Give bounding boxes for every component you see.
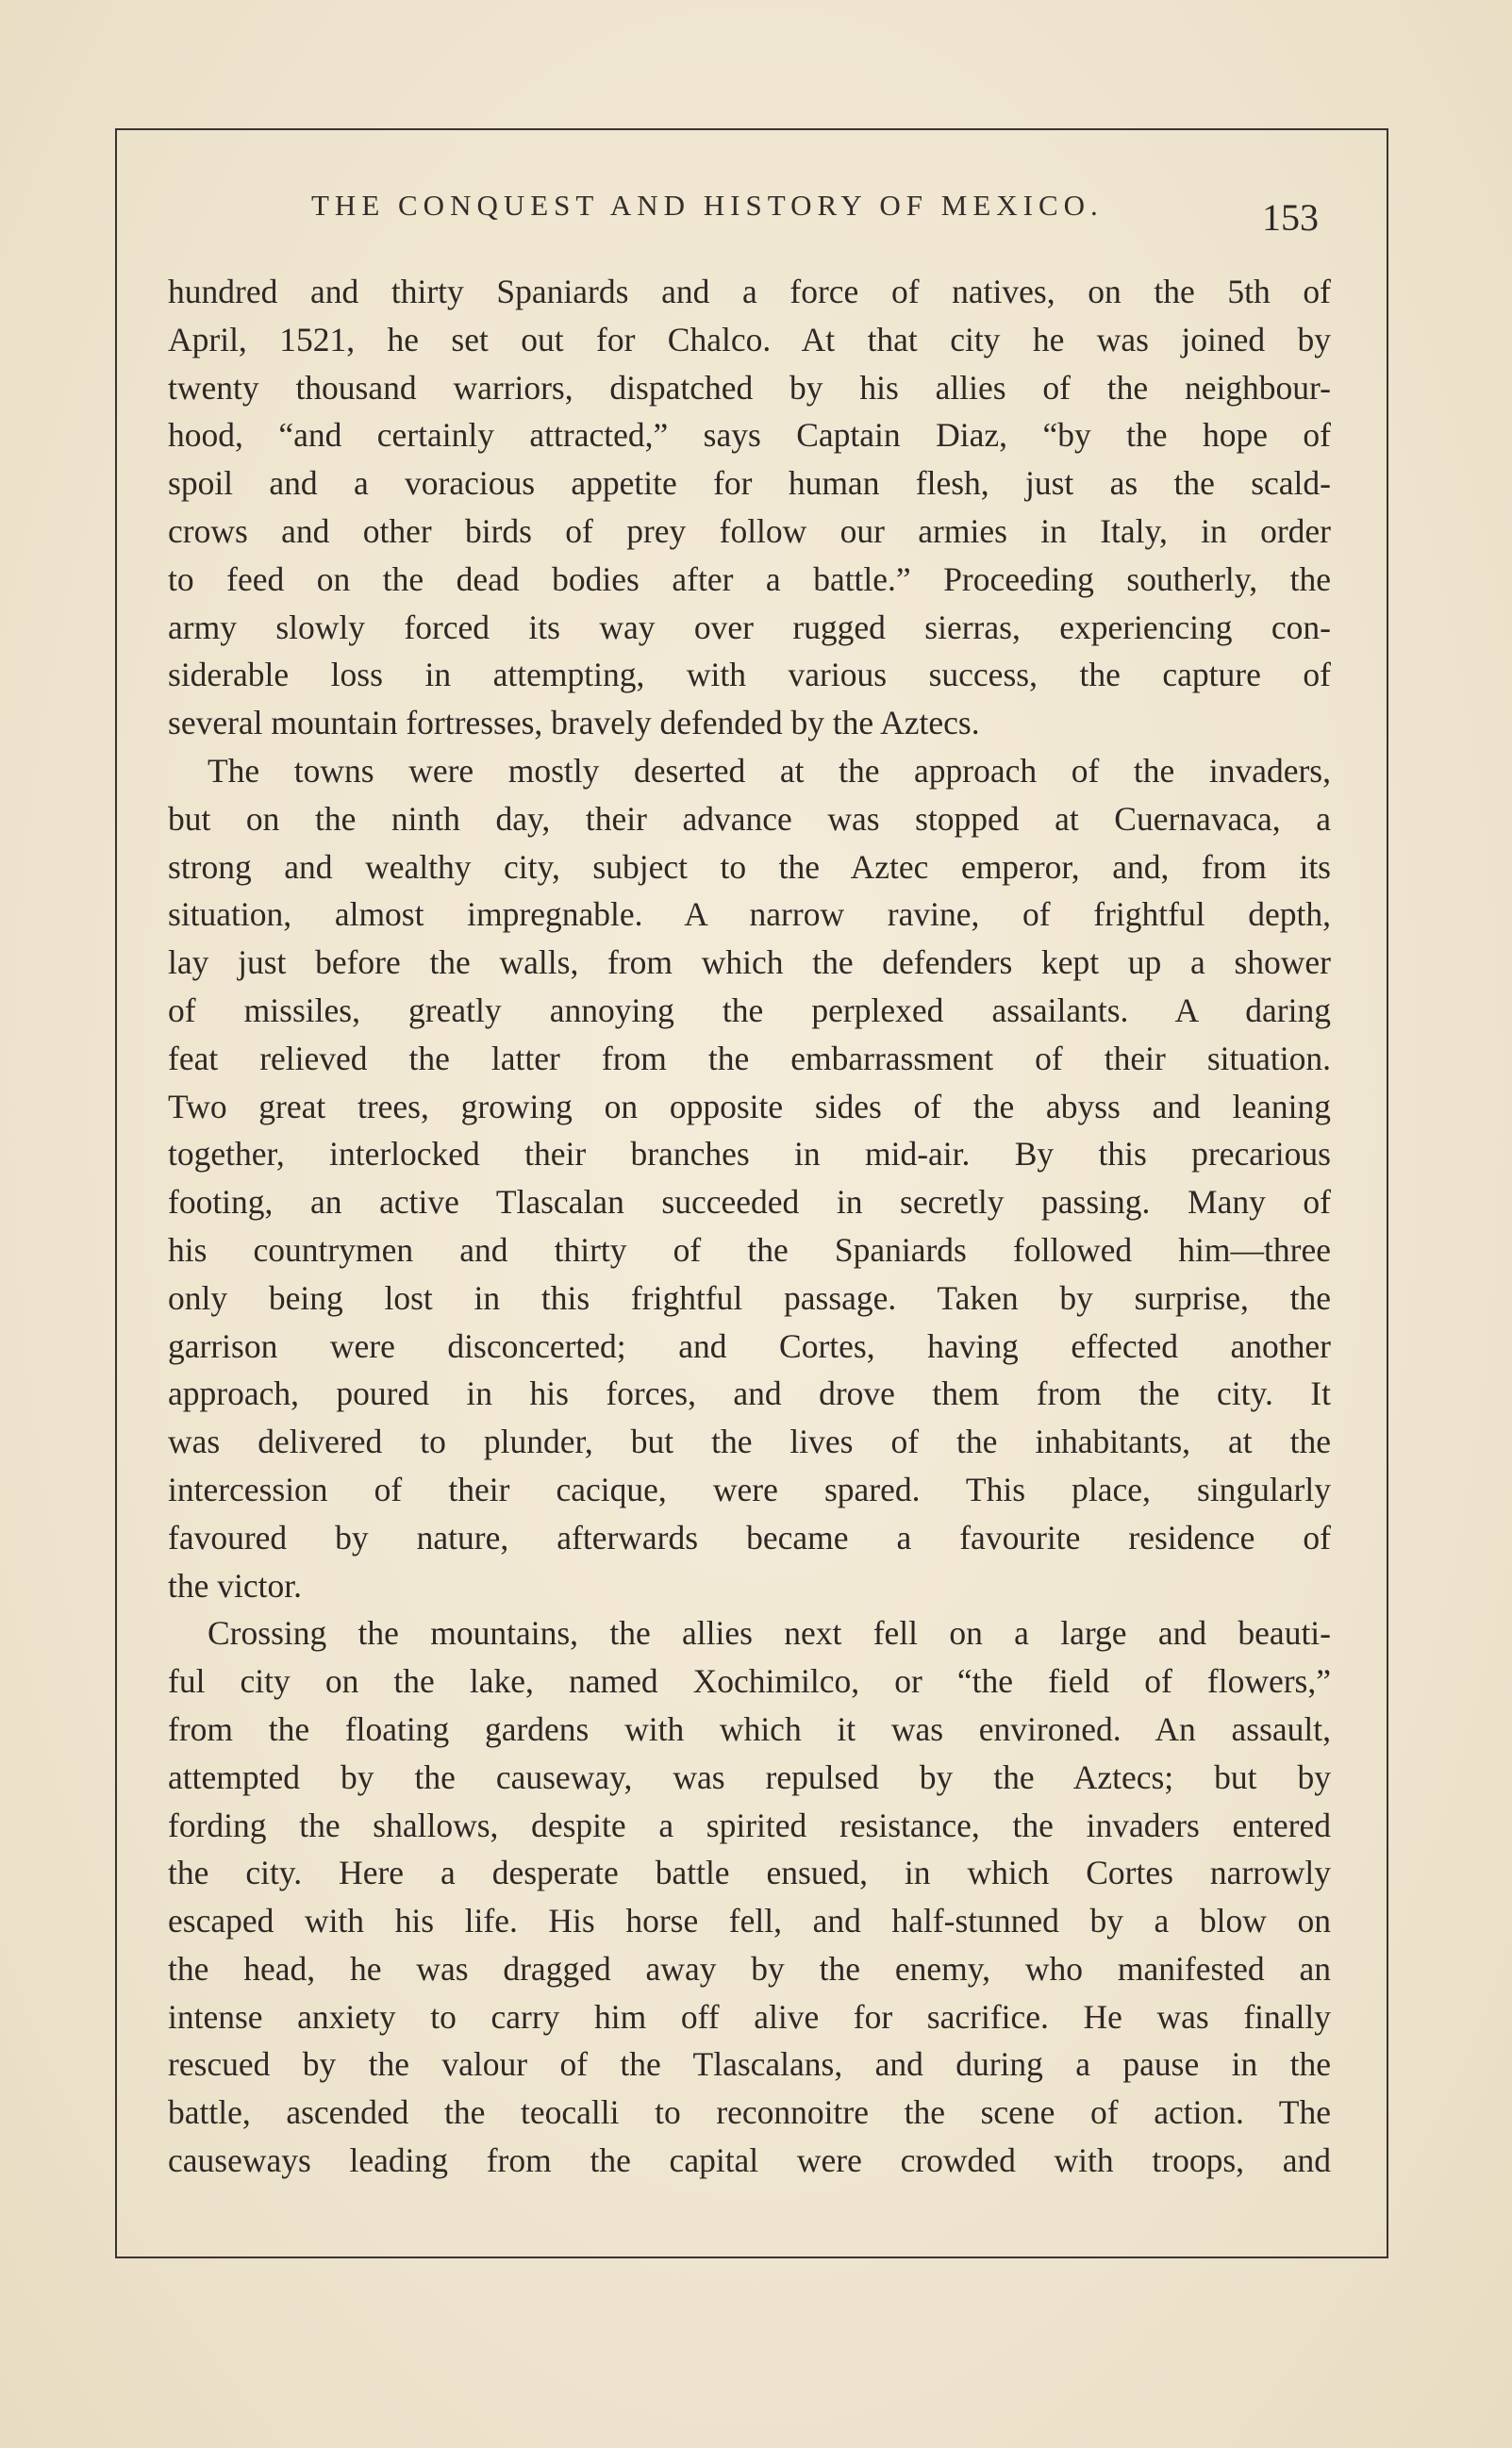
text-line: favoured by nature, afterwards became a favourite residence of [168, 1518, 1331, 1557]
text-line: causeways leading from the capital were crowded with troops, and [168, 2141, 1331, 2180]
text-line: his countrymen and thirty of the Spaniards followed him—three [168, 1230, 1331, 1269]
text-line: attempted by the causeway, was repulsed by the Aztecs; but by [168, 1757, 1331, 1796]
text-line: footing, an active Tlascalan succeeded in secretly passing. Many of [168, 1183, 1331, 1222]
text-line: the city. Here a desperate battle ensued, in which Cortes narrowly [168, 1854, 1331, 1892]
text-line: escaped with his life. His horse fell, and half-stunned by a blow on [168, 1902, 1331, 1940]
text-line: rescued by the valour of the Tlascalans, and during a pause in the [168, 2045, 1331, 2084]
text-line: hundred and thirty Spaniards and a force of natives, on the 5th of [168, 273, 1331, 310]
text-line: together, interlocked their branches in mid-air. By this precarious [168, 1135, 1331, 1174]
text-line: of missiles, greatly annoying the perplexed assailants. A daring [168, 991, 1331, 1029]
text-line: feat relieved the latter from the embarrassment of their situation. [168, 1039, 1331, 1077]
text-line: the head, he was dragged away by the enemy, who manifested an [168, 1949, 1331, 1988]
text-line: spoil and a voracious appetite for human flesh, just as the scald- [168, 464, 1331, 503]
text-line: twenty thousand warriors, dispatched by his allies of the neighbour- [168, 368, 1331, 407]
text-line: fording the shallows, despite a spirited resistance, the invaders entered [168, 1806, 1331, 1844]
body-text [168, 268, 1331, 2185]
text-line: situation, almost impregnable. A narrow ravine, of frightful depth, [168, 895, 1331, 934]
text-line: to feed on the dead bodies after a battle.” Proceeding southerly, the [168, 559, 1331, 598]
text-line: garrison were disconcerted; and Cortes, having effected another [168, 1326, 1331, 1365]
text-line: army slowly forced its way over rugged sierras, experiencing con- [168, 608, 1331, 646]
text-line: several mountain fortresses, bravely defended by the Aztecs. [168, 704, 980, 742]
page-number: 153 [1262, 196, 1319, 239]
text-line: Two great trees, growing on opposite sides of the abyss and leaning [168, 1087, 1331, 1125]
text-line: but on the ninth day, their advance was stopped at Cuernavaca, a [168, 799, 1331, 838]
text-line: battle, ascended the teocalli to reconnoitre the scene of action. The [168, 2093, 1331, 2132]
text-line: was delivered to plunder, but the lives of the inhabitants, at the [168, 1423, 1331, 1461]
text-line: intense anxiety to carry him off alive for sacrifice. He was finally [168, 1997, 1331, 2036]
text-line: strong and wealthy city, subject to the Aztec emperor, and, from its [168, 847, 1331, 886]
text-line: siderable loss in attempting, with various success, the capture of [168, 656, 1331, 694]
text-line: from the floating gardens with which it was environed. An assault, [168, 1709, 1331, 1748]
text-line: Crossing the mountains, the allies next fell on a large and beauti- [208, 1614, 1331, 1653]
text-line: lay just before the walls, from which the defenders kept up a shower [168, 943, 1331, 982]
text-line: intercession of their cacique, were spared. This place, singularly [168, 1470, 1331, 1508]
text-line: hood, “and certainly attracted,” says Captain Diaz, “by the hope of [168, 416, 1331, 455]
text-line: the victor. [168, 1566, 302, 1605]
text-line: April, 1521, he set out for Chalco. At that city he was joined by [168, 320, 1331, 358]
text-line: The towns were mostly deserted at the approach of the invaders, [208, 751, 1331, 790]
running-header: THE CONQUEST AND HISTORY OF MEXICO. [311, 189, 1104, 222]
text-line: ful city on the lake, named Xochimilco, or “the field of flowers,” [168, 1662, 1331, 1701]
text-line: crows and other birds of prey follow our armies in Italy, in order [168, 511, 1331, 550]
text-line: approach, poured in his forces, and drove them from the city. It [168, 1374, 1331, 1413]
text-line: only being lost in this frightful passage. Taken by surprise, the [168, 1278, 1331, 1317]
